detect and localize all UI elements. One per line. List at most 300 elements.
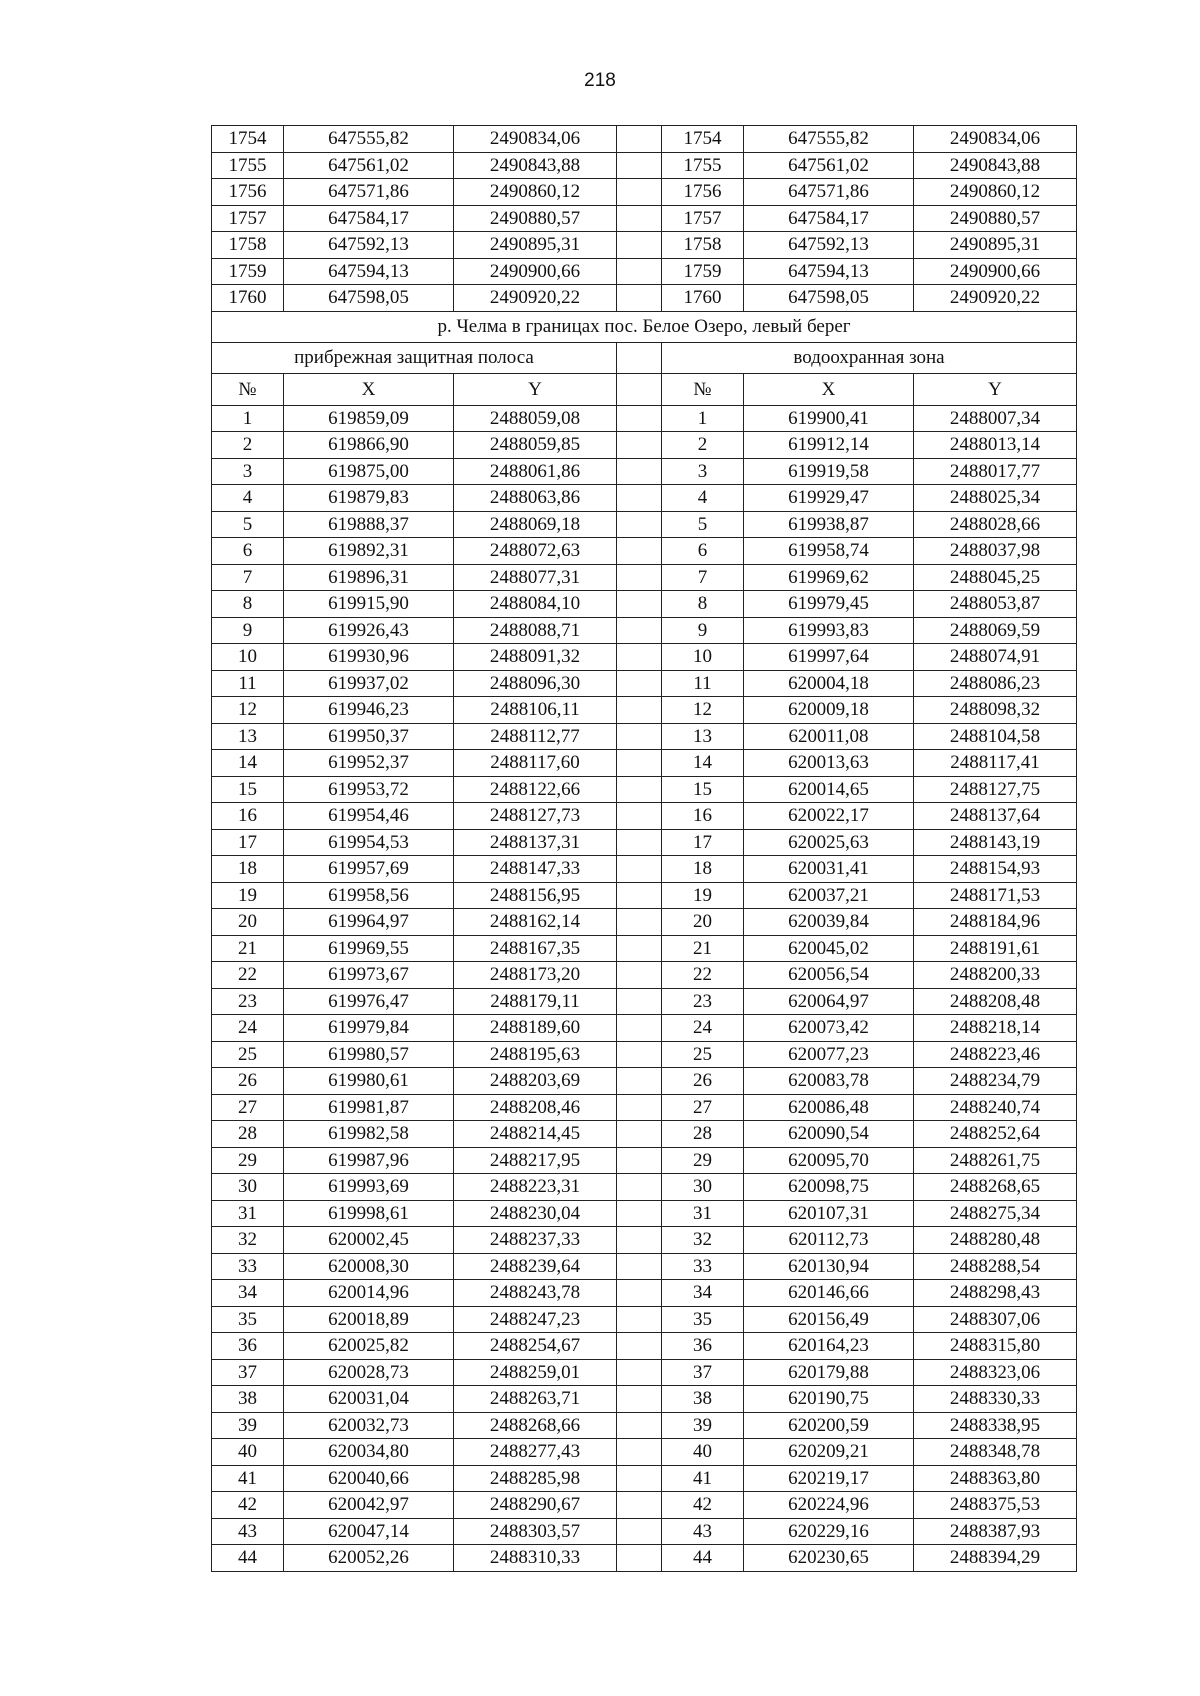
cell-x-right: 620146,66 xyxy=(744,1280,914,1307)
cell-x-right: 620200,59 xyxy=(744,1412,914,1439)
gap-cell xyxy=(617,882,662,909)
cell-y-left: 2488203,69 xyxy=(454,1068,617,1095)
cell-y-right: 2490843,88 xyxy=(914,152,1077,179)
cell-x-left: 619957,69 xyxy=(284,856,454,883)
gap-cell xyxy=(617,342,662,373)
cell-x-right: 619900,41 xyxy=(744,405,914,432)
cell-y-right: 2488234,79 xyxy=(914,1068,1077,1095)
cell-num-right: 34 xyxy=(662,1280,744,1307)
page-number: 218 xyxy=(584,70,616,91)
cell-x-right: 620009,18 xyxy=(744,697,914,724)
cell-x-left: 620034,80 xyxy=(284,1439,454,1466)
cell-x-right: 620014,65 xyxy=(744,776,914,803)
table-row xyxy=(212,1015,1077,1042)
table-row xyxy=(212,591,1077,618)
cell-num-left: 5 xyxy=(212,511,284,538)
cell-num-right: 23 xyxy=(662,988,744,1015)
cell-x-left: 620052,26 xyxy=(284,1545,454,1572)
cell-x-left: 620032,73 xyxy=(284,1412,454,1439)
cell-x-left: 647584,17 xyxy=(284,205,454,232)
cell-y-left: 2490900,66 xyxy=(454,258,617,285)
cell-num-right: 20 xyxy=(662,909,744,936)
cell-x-right: 647571,86 xyxy=(744,179,914,206)
cell-num-right: 37 xyxy=(662,1359,744,1386)
cell-y-right: 2488363,80 xyxy=(914,1465,1077,1492)
cell-y-left: 2488268,66 xyxy=(454,1412,617,1439)
cell-y-right: 2488086,23 xyxy=(914,670,1077,697)
gap-cell xyxy=(617,591,662,618)
cell-num-left: 17 xyxy=(212,829,284,856)
cell-y-left: 2488084,10 xyxy=(454,591,617,618)
cell-num-right: 15 xyxy=(662,776,744,803)
table-row xyxy=(212,1333,1077,1360)
cell-x-left: 619980,57 xyxy=(284,1041,454,1068)
cell-num-right: 13 xyxy=(662,723,744,750)
cell-y-left: 2488077,31 xyxy=(454,564,617,591)
cell-y-left: 2488259,01 xyxy=(454,1359,617,1386)
cell-num-right: 1 xyxy=(662,405,744,432)
cell-y-left: 2490834,06 xyxy=(454,126,617,153)
cell-num-left: 25 xyxy=(212,1041,284,1068)
table-row xyxy=(212,1200,1077,1227)
cell-num-right: 44 xyxy=(662,1545,744,1572)
cell-y-right: 2488013,14 xyxy=(914,432,1077,459)
cell-num-left: 1 xyxy=(212,405,284,432)
table-row xyxy=(212,856,1077,883)
cell-y-left: 2488069,18 xyxy=(454,511,617,538)
header-x-right: X xyxy=(744,373,914,405)
cell-y-right: 2488348,78 xyxy=(914,1439,1077,1466)
cell-num-right: 38 xyxy=(662,1386,744,1413)
cell-num-left: 1759 xyxy=(212,258,284,285)
cell-num-right: 3 xyxy=(662,458,744,485)
gap-cell xyxy=(617,962,662,989)
cell-y-left: 2488061,86 xyxy=(454,458,617,485)
gap-cell xyxy=(617,1174,662,1201)
gap-cell xyxy=(617,935,662,962)
table-row xyxy=(212,723,1077,750)
table-row xyxy=(212,152,1077,179)
gap-cell xyxy=(617,1280,662,1307)
cell-x-right: 620098,75 xyxy=(744,1174,914,1201)
cell-x-left: 619888,37 xyxy=(284,511,454,538)
table-row xyxy=(212,1359,1077,1386)
cell-x-right: 619993,83 xyxy=(744,617,914,644)
cell-x-right: 620090,54 xyxy=(744,1121,914,1148)
cell-x-right: 620219,17 xyxy=(744,1465,914,1492)
cell-x-left: 619982,58 xyxy=(284,1121,454,1148)
cell-y-right: 2488394,29 xyxy=(914,1545,1077,1572)
cell-x-left: 619892,31 xyxy=(284,538,454,565)
cell-num-left: 37 xyxy=(212,1359,284,1386)
gap-cell xyxy=(617,1439,662,1466)
gap-cell xyxy=(617,1306,662,1333)
gap-cell xyxy=(617,126,662,153)
cell-y-right: 2488338,95 xyxy=(914,1412,1077,1439)
cell-num-left: 43 xyxy=(212,1518,284,1545)
table-row xyxy=(212,829,1077,856)
cell-y-left: 2488063,86 xyxy=(454,485,617,512)
cell-x-left: 619952,37 xyxy=(284,750,454,777)
cell-x-right: 620022,17 xyxy=(744,803,914,830)
cell-y-right: 2488275,34 xyxy=(914,1200,1077,1227)
cell-x-left: 619879,83 xyxy=(284,485,454,512)
cell-num-left: 19 xyxy=(212,882,284,909)
cell-y-left: 2490843,88 xyxy=(454,152,617,179)
cell-num-right: 16 xyxy=(662,803,744,830)
table-row xyxy=(212,1492,1077,1519)
cell-y-left: 2490880,57 xyxy=(454,205,617,232)
cell-x-left: 619969,55 xyxy=(284,935,454,962)
cell-num-right: 28 xyxy=(662,1121,744,1148)
cell-y-right: 2488053,87 xyxy=(914,591,1077,618)
cell-x-right: 620112,73 xyxy=(744,1227,914,1254)
cell-y-left: 2488147,33 xyxy=(454,856,617,883)
cell-x-left: 619950,37 xyxy=(284,723,454,750)
cell-y-left: 2488243,78 xyxy=(454,1280,617,1307)
cell-x-left: 619958,56 xyxy=(284,882,454,909)
gap-cell xyxy=(617,617,662,644)
cell-num-right: 32 xyxy=(662,1227,744,1254)
cell-y-right: 2488074,91 xyxy=(914,644,1077,671)
cell-x-left: 619875,00 xyxy=(284,458,454,485)
table-row xyxy=(212,697,1077,724)
cell-num-left: 24 xyxy=(212,1015,284,1042)
cell-x-left: 619981,87 xyxy=(284,1094,454,1121)
table-row xyxy=(212,1545,1077,1572)
cell-x-right: 647584,17 xyxy=(744,205,914,232)
cell-y-left: 2488237,33 xyxy=(454,1227,617,1254)
cell-x-left: 647592,13 xyxy=(284,232,454,259)
cell-y-right: 2490920,22 xyxy=(914,285,1077,312)
cell-y-left: 2488189,60 xyxy=(454,1015,617,1042)
cell-y-left: 2488277,43 xyxy=(454,1439,617,1466)
cell-num-left: 9 xyxy=(212,617,284,644)
gap-cell xyxy=(617,988,662,1015)
cell-num-left: 26 xyxy=(212,1068,284,1095)
gap-cell xyxy=(617,432,662,459)
cell-x-left: 620040,66 xyxy=(284,1465,454,1492)
cell-num-left: 20 xyxy=(212,909,284,936)
table-row xyxy=(212,1041,1077,1068)
cell-y-left: 2488285,98 xyxy=(454,1465,617,1492)
gap-cell xyxy=(617,1068,662,1095)
cell-y-right: 2488007,34 xyxy=(914,405,1077,432)
cell-num-right: 33 xyxy=(662,1253,744,1280)
table-row xyxy=(212,1280,1077,1307)
cell-x-right: 620224,96 xyxy=(744,1492,914,1519)
cell-x-left: 619866,90 xyxy=(284,432,454,459)
cell-num-right: 41 xyxy=(662,1465,744,1492)
cell-x-left: 619896,31 xyxy=(284,564,454,591)
cell-num-left: 1757 xyxy=(212,205,284,232)
cell-y-left: 2488117,60 xyxy=(454,750,617,777)
table-row xyxy=(212,1094,1077,1121)
cell-num-right: 10 xyxy=(662,644,744,671)
cell-num-left: 36 xyxy=(212,1333,284,1360)
cell-y-right: 2490834,06 xyxy=(914,126,1077,153)
table-row xyxy=(212,882,1077,909)
cell-num-left: 27 xyxy=(212,1094,284,1121)
cell-x-left: 620018,89 xyxy=(284,1306,454,1333)
cell-num-left: 14 xyxy=(212,750,284,777)
cell-num-right: 25 xyxy=(662,1041,744,1068)
main-rows xyxy=(212,405,1077,1571)
gap-cell xyxy=(617,511,662,538)
cell-num-left: 13 xyxy=(212,723,284,750)
cell-x-left: 619953,72 xyxy=(284,776,454,803)
cell-y-left: 2488290,67 xyxy=(454,1492,617,1519)
cell-num-left: 38 xyxy=(212,1386,284,1413)
cell-num-right: 35 xyxy=(662,1306,744,1333)
cell-y-right: 2488261,75 xyxy=(914,1147,1077,1174)
cell-num-right: 21 xyxy=(662,935,744,962)
gap-cell xyxy=(617,723,662,750)
cell-y-left: 2490920,22 xyxy=(454,285,617,312)
cell-num-left: 1760 xyxy=(212,285,284,312)
gap-cell xyxy=(617,1041,662,1068)
cell-y-right: 2488017,77 xyxy=(914,458,1077,485)
cell-y-right: 2488143,19 xyxy=(914,829,1077,856)
cell-y-right: 2488330,33 xyxy=(914,1386,1077,1413)
cell-num-left: 1758 xyxy=(212,232,284,259)
cell-y-left: 2488122,66 xyxy=(454,776,617,803)
cell-x-right: 620045,02 xyxy=(744,935,914,962)
cell-num-left: 30 xyxy=(212,1174,284,1201)
cell-y-right: 2488171,53 xyxy=(914,882,1077,909)
cell-num-right: 1760 xyxy=(662,285,744,312)
gap-cell xyxy=(617,1359,662,1386)
cell-x-right: 620156,49 xyxy=(744,1306,914,1333)
cell-x-left: 620008,30 xyxy=(284,1253,454,1280)
table-row xyxy=(212,564,1077,591)
cell-num-right: 42 xyxy=(662,1492,744,1519)
gap-cell xyxy=(617,776,662,803)
cell-num-right: 27 xyxy=(662,1094,744,1121)
cell-x-right: 647592,13 xyxy=(744,232,914,259)
gap-cell xyxy=(617,232,662,259)
cell-x-left: 619998,61 xyxy=(284,1200,454,1227)
gap-cell xyxy=(617,856,662,883)
cell-y-right: 2488288,54 xyxy=(914,1253,1077,1280)
cell-num-right: 7 xyxy=(662,564,744,591)
table-row xyxy=(212,1465,1077,1492)
gap-cell xyxy=(617,285,662,312)
cell-x-left: 619979,84 xyxy=(284,1015,454,1042)
gap-cell xyxy=(617,1333,662,1360)
cell-y-right: 2488037,98 xyxy=(914,538,1077,565)
cell-num-right: 31 xyxy=(662,1200,744,1227)
gap-cell xyxy=(617,1492,662,1519)
gap-cell xyxy=(617,152,662,179)
cell-y-right: 2488117,41 xyxy=(914,750,1077,777)
cell-y-left: 2488106,11 xyxy=(454,697,617,724)
cell-num-right: 11 xyxy=(662,670,744,697)
cell-x-right: 620011,08 xyxy=(744,723,914,750)
cell-x-right: 647561,02 xyxy=(744,152,914,179)
cell-num-left: 2 xyxy=(212,432,284,459)
cell-num-left: 22 xyxy=(212,962,284,989)
table-row xyxy=(212,232,1077,259)
header-num-right: № xyxy=(662,373,744,405)
cell-y-left: 2488217,95 xyxy=(454,1147,617,1174)
cell-x-right: 620083,78 xyxy=(744,1068,914,1095)
cell-num-right: 17 xyxy=(662,829,744,856)
gap-cell xyxy=(617,909,662,936)
gap-cell xyxy=(617,1015,662,1042)
cell-y-right: 2488240,74 xyxy=(914,1094,1077,1121)
gap-cell xyxy=(617,1386,662,1413)
gap-cell xyxy=(617,829,662,856)
cell-x-right: 620064,97 xyxy=(744,988,914,1015)
cell-x-right: 620031,41 xyxy=(744,856,914,883)
table-row xyxy=(212,1147,1077,1174)
cell-y-left: 2488096,30 xyxy=(454,670,617,697)
cell-x-right: 647594,13 xyxy=(744,258,914,285)
gap-cell xyxy=(617,1545,662,1572)
cell-num-left: 40 xyxy=(212,1439,284,1466)
cell-y-right: 2490900,66 xyxy=(914,258,1077,285)
cell-y-right: 2488298,43 xyxy=(914,1280,1077,1307)
table-row xyxy=(212,1227,1077,1254)
cell-num-right: 1755 xyxy=(662,152,744,179)
table-row xyxy=(212,1386,1077,1413)
cell-y-right: 2488268,65 xyxy=(914,1174,1077,1201)
cell-num-left: 29 xyxy=(212,1147,284,1174)
cell-x-right: 619929,47 xyxy=(744,485,914,512)
cell-y-left: 2488208,46 xyxy=(454,1094,617,1121)
cell-y-left: 2488059,85 xyxy=(454,432,617,459)
cell-num-right: 1759 xyxy=(662,258,744,285)
cell-num-right: 22 xyxy=(662,962,744,989)
cell-y-left: 2488173,20 xyxy=(454,962,617,989)
cell-x-right: 620164,23 xyxy=(744,1333,914,1360)
cell-num-right: 29 xyxy=(662,1147,744,1174)
table-row xyxy=(212,432,1077,459)
cell-num-left: 15 xyxy=(212,776,284,803)
table-row xyxy=(212,1518,1077,1545)
cell-y-left: 2488254,67 xyxy=(454,1333,617,1360)
gap-cell xyxy=(617,1121,662,1148)
cell-num-right: 8 xyxy=(662,591,744,618)
table-row xyxy=(212,405,1077,432)
header-y-right: Y xyxy=(914,373,1077,405)
cell-x-right: 620209,21 xyxy=(744,1439,914,1466)
section-title: р. Челма в границах пос. Белое Озеро, левый берег xyxy=(212,311,1077,342)
cell-x-left: 620031,04 xyxy=(284,1386,454,1413)
cell-x-right: 620025,63 xyxy=(744,829,914,856)
table-row xyxy=(212,909,1077,936)
cell-x-right: 619969,62 xyxy=(744,564,914,591)
cell-num-left: 32 xyxy=(212,1227,284,1254)
cell-y-right: 2488200,33 xyxy=(914,962,1077,989)
cell-x-right: 620056,54 xyxy=(744,962,914,989)
gap-cell xyxy=(617,538,662,565)
table-row xyxy=(212,1412,1077,1439)
gap-cell xyxy=(617,750,662,777)
table-row xyxy=(212,1439,1077,1466)
cell-x-left: 620025,82 xyxy=(284,1333,454,1360)
gap-cell xyxy=(617,1253,662,1280)
cell-num-right: 39 xyxy=(662,1412,744,1439)
cell-num-left: 6 xyxy=(212,538,284,565)
gap-cell xyxy=(617,1147,662,1174)
cell-num-left: 41 xyxy=(212,1465,284,1492)
cell-num-left: 35 xyxy=(212,1306,284,1333)
table-row xyxy=(212,1253,1077,1280)
cell-x-left: 619926,43 xyxy=(284,617,454,644)
cell-num-left: 42 xyxy=(212,1492,284,1519)
cell-x-left: 619987,96 xyxy=(284,1147,454,1174)
cell-x-right: 620229,16 xyxy=(744,1518,914,1545)
cell-y-left: 2488167,35 xyxy=(454,935,617,962)
cell-num-right: 1757 xyxy=(662,205,744,232)
cell-x-left: 619954,46 xyxy=(284,803,454,830)
cell-y-right: 2488208,48 xyxy=(914,988,1077,1015)
cell-num-right: 43 xyxy=(662,1518,744,1545)
cell-y-left: 2488072,63 xyxy=(454,538,617,565)
cell-num-right: 1758 xyxy=(662,232,744,259)
table-row xyxy=(212,538,1077,565)
cell-num-right: 30 xyxy=(662,1174,744,1201)
cell-y-left: 2488223,31 xyxy=(454,1174,617,1201)
cell-x-left: 619859,09 xyxy=(284,405,454,432)
table-row xyxy=(212,258,1077,285)
coordinates-table xyxy=(211,125,1077,1572)
table-row xyxy=(212,511,1077,538)
gap-cell xyxy=(617,485,662,512)
cell-x-left: 620047,14 xyxy=(284,1518,454,1545)
cell-num-left: 33 xyxy=(212,1253,284,1280)
cell-num-right: 5 xyxy=(662,511,744,538)
cell-y-left: 2488156,95 xyxy=(454,882,617,909)
cell-x-right: 620095,70 xyxy=(744,1147,914,1174)
cell-y-left: 2488239,64 xyxy=(454,1253,617,1280)
cell-x-right: 619912,14 xyxy=(744,432,914,459)
cell-num-right: 19 xyxy=(662,882,744,909)
cell-x-right: 619958,74 xyxy=(744,538,914,565)
cell-num-left: 1755 xyxy=(212,152,284,179)
table-row xyxy=(212,670,1077,697)
cell-num-left: 4 xyxy=(212,485,284,512)
cell-num-left: 21 xyxy=(212,935,284,962)
cell-y-left: 2488137,31 xyxy=(454,829,617,856)
cell-y-left: 2488088,71 xyxy=(454,617,617,644)
cell-y-left: 2490860,12 xyxy=(454,179,617,206)
cell-x-left: 619973,67 xyxy=(284,962,454,989)
gap-cell xyxy=(617,179,662,206)
cell-y-right: 2488375,53 xyxy=(914,1492,1077,1519)
cell-y-right: 2488127,75 xyxy=(914,776,1077,803)
cell-num-right: 1754 xyxy=(662,126,744,153)
cell-num-right: 2 xyxy=(662,432,744,459)
cell-x-right: 620073,42 xyxy=(744,1015,914,1042)
cell-x-right: 619919,58 xyxy=(744,458,914,485)
gap-cell xyxy=(617,1200,662,1227)
cell-y-left: 2488230,04 xyxy=(454,1200,617,1227)
cell-x-left: 647598,05 xyxy=(284,285,454,312)
table-row xyxy=(212,935,1077,962)
cell-num-left: 11 xyxy=(212,670,284,697)
cell-x-right: 620107,31 xyxy=(744,1200,914,1227)
cell-num-left: 7 xyxy=(212,564,284,591)
gap-cell xyxy=(617,258,662,285)
table-row xyxy=(212,205,1077,232)
cell-num-left: 3 xyxy=(212,458,284,485)
cell-num-left: 8 xyxy=(212,591,284,618)
cell-x-right: 620086,48 xyxy=(744,1094,914,1121)
right-group-title: водоохранная зона xyxy=(662,342,1077,373)
